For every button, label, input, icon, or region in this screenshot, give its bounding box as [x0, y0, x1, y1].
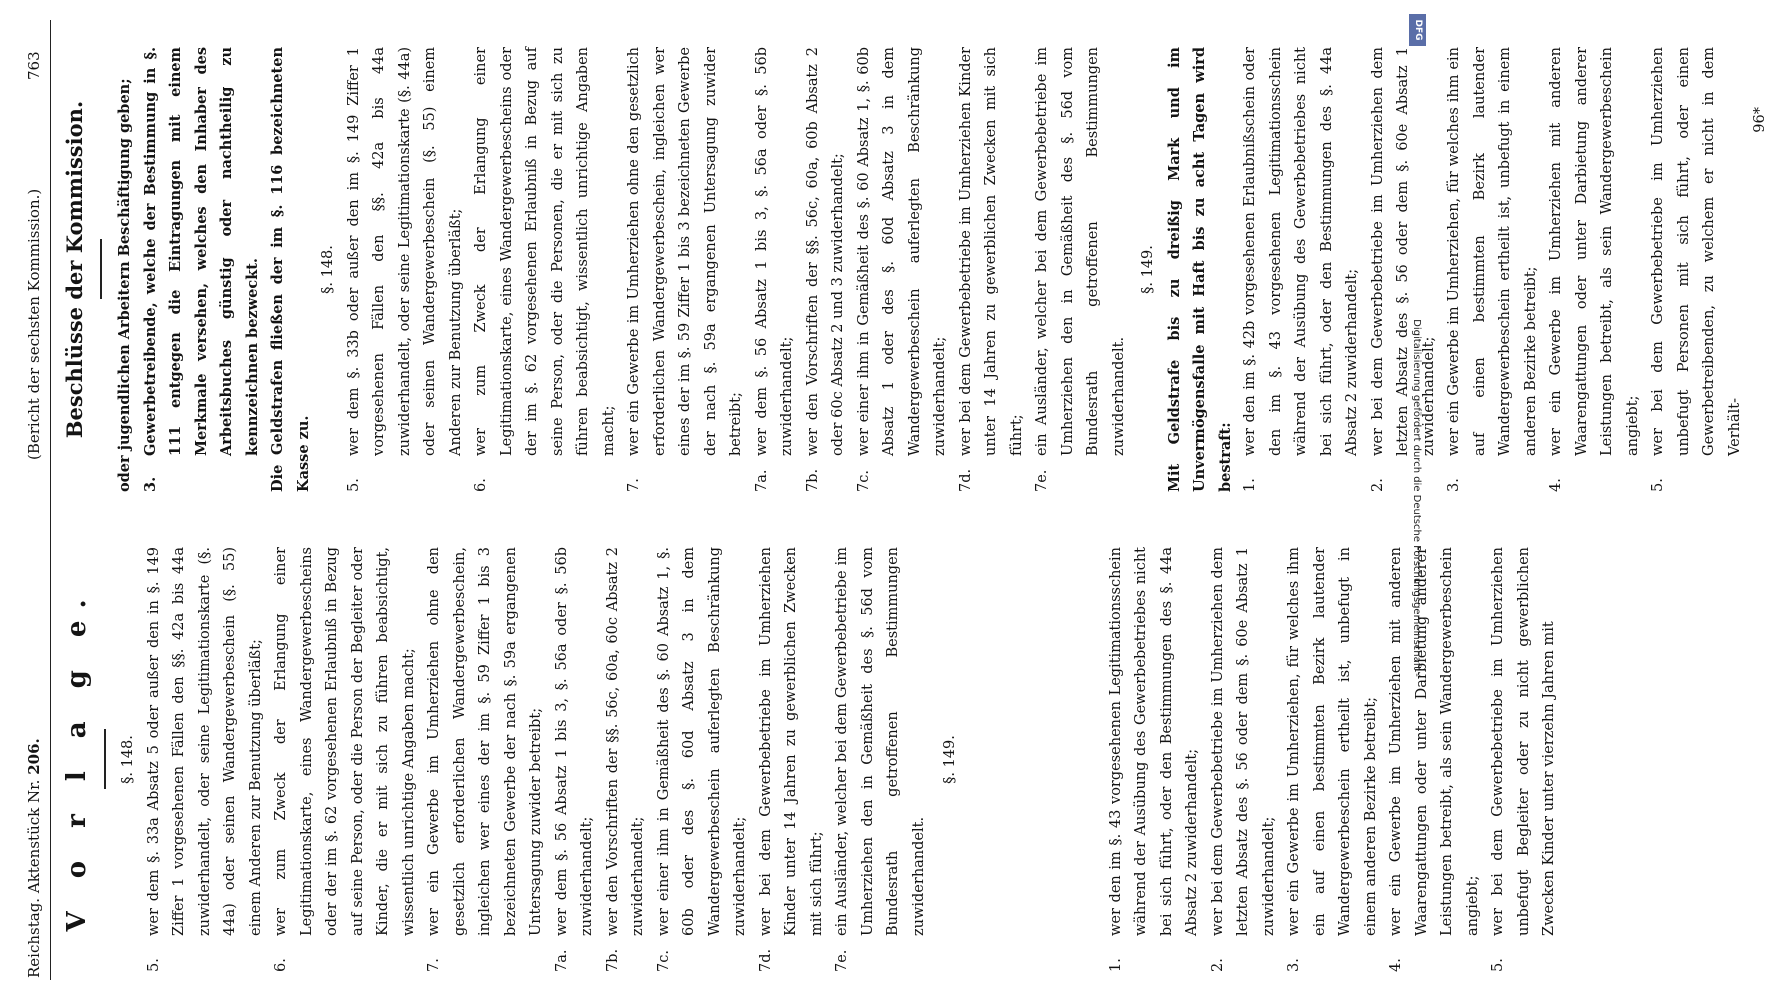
item-number: 1.: [1242, 478, 1258, 492]
left-list-148: [142, 547, 933, 972]
item-text: wer bei dem Gewerbebetriebe im Umherziehen Kinder unter 14 Jahren zu gewerblichen Zwecken mit sich führt;: [957, 47, 1025, 456]
header-reichstag: Reichstag.: [25, 897, 43, 978]
left-para-148: §. 148.: [120, 735, 136, 784]
right-list-148: [342, 47, 1133, 492]
item-number: 5.: [345, 478, 362, 492]
left-item: [830, 547, 932, 972]
right-item-149: [1238, 47, 1366, 492]
item-text: ein Ausländer, welcher bei dem Gewerbebetriebe im Umherziehen den in Gemäßheit des §. 56d vom Bundesrath getroffenen Bestimmungen zuwiderhandelt.: [1034, 47, 1127, 456]
item-text: wer den im §. 42b vorgesehenen Erlaubnißschein oder den im §. 43 vorgesehenen Legitimationsschein während der Ausübung des Gewerbebetriebes nicht bei sich führt, oder den Bestimmungen des §. 44a Absatz 2 zuwiderhandelt;: [1242, 47, 1360, 456]
item-number: 4.: [1388, 958, 1404, 972]
item-text: wer den Vorschriften der §§. 56c, 60a, 60b Absatz 2 oder 60c Absatz 2 und 3 zuwiderhandelt;: [804, 47, 846, 456]
item-number: 7a.: [553, 949, 570, 972]
item-number: 7e.: [834, 949, 850, 972]
right-item: [750, 47, 801, 492]
right-title: Beschlüsse der Kommission.: [62, 100, 87, 439]
page-number: 763: [25, 51, 43, 80]
left-item-149: [1282, 547, 1384, 972]
header-rule: [50, 20, 51, 980]
item-number: 7a.: [753, 469, 770, 492]
right-item-149: [1544, 47, 1646, 492]
item-number: 6.: [273, 958, 289, 972]
left-item-149: [1486, 547, 1563, 972]
item-text: wer einer ihm in Gemäßheit des §. 60 Absatz 1, §. 60b oder des §. 60d Absatz 3 in dem Wandergewerbeschein auferlegten Beschränkung zuwiderhandelt;: [655, 547, 748, 936]
left-list-149: [1104, 547, 1563, 972]
item-number: 7e.: [1034, 469, 1050, 492]
item-text: wer bei dem Gewerbebetriebe im Umherziehen unbefugt Personen mit sich führt, oder einen Gewerbetreibenden, zu welchem er nicht in dem Verhält-: [1650, 47, 1743, 456]
item-text: Gewerbetreibende, welche der Bestimmung in §. 111 entgegen die Eintragungen mit einem Merkmale versehen, welches den Inhaber des Arbeitsbuches günstig oder nachtheilig zu kennzeichnen bezweckt.: [141, 47, 261, 456]
left-item-149: [1104, 547, 1206, 972]
item-number: 2.: [1209, 958, 1226, 972]
right-item: [1030, 47, 1132, 492]
left-item: [601, 547, 652, 972]
item-text: wer ein Gewerbe im Umherziehen, für welches ihm ein auf einen bestimmten Bezirk lautender Wandergewerbeschein ertheilt ist, unbefugt in einem anderen Bezirke betreibt;: [1446, 47, 1539, 456]
right-item-3: [138, 47, 266, 492]
item-text: wer zum Zweck der Erlangung einer Legitimationskarte, eines Wandergewerbescheins oder der im §. 62 vorgesehenen Erlaubniß in Bezug auf seine Person, oder die Person der Begleiter oder Kinder, die er mit sich zu führen beabsichtigt, wissentlich unrichtige Angaben macht;: [273, 547, 417, 936]
right-item: [342, 47, 470, 492]
item-text: wer bei dem Gewerbebetriebe im Umherziehen Kinder unter 14 Jahren zu gewerblichen Zwecken mit sich führt;: [757, 547, 825, 936]
left-item-149: [1206, 547, 1283, 972]
item-number: 3.: [1446, 478, 1462, 492]
dfg-logo-text: DFG: [1413, 19, 1423, 41]
item-number: 1.: [1107, 958, 1124, 972]
left-item: [652, 547, 754, 972]
left-item: [142, 547, 270, 972]
right-penalty: Mit Geldstrafe bis zu dreißig Mark und im Unvermögensfalle mit Haft bis zu acht Tagen wird bestraft:: [1165, 47, 1234, 492]
digitization-credit: [1404, 8, 1428, 988]
item-number: 7d.: [957, 468, 974, 492]
right-item-149: [1442, 47, 1544, 492]
digitization-credit-text: Digitalisierung gefördert durch die Deutsche Forschungsgemeinschaft -: [1411, 319, 1422, 677]
right-intro: oder jugendlichen Arbeitern Beschäftigung geben;: [116, 78, 133, 492]
item-number: 7d.: [757, 948, 774, 972]
item-text: wer dem §. 56 Absatz 1 bis 3, §. 56a oder §. 56b zuwiderhandelt;: [553, 547, 595, 936]
right-item: [622, 47, 750, 492]
left-item: [269, 547, 422, 972]
left-title: V o r l a g e.: [62, 587, 92, 932]
right-item: [954, 47, 1031, 492]
item-number: 7b.: [604, 948, 621, 972]
right-list-149: [1238, 47, 1748, 492]
right-para-148: §. 148.: [320, 245, 336, 294]
item-number: 6.: [473, 478, 489, 492]
item-number: 5.: [1650, 478, 1666, 492]
item-text: wer ein Gewerbe im Umherziehen ohne den gesetzlich erforderlichen Wandergewerbeschein, ingleichen wer eines der im §. 59 Ziffer 1 bis 3 bezeichneten Gewerbe der nach §. 59a ergangenen Untersagung zuwider betreibt;: [626, 47, 744, 456]
item-number: 7.: [626, 478, 642, 492]
left-column: [58, 547, 1563, 972]
item-number: 2.: [1369, 478, 1386, 492]
right-list-3: [138, 47, 266, 492]
left-item: [754, 547, 831, 972]
left-item-149: [1384, 547, 1486, 972]
header-doc-label: Aktenstück Nr.: [25, 779, 43, 894]
left-item: [422, 547, 550, 972]
right-item: [469, 47, 622, 492]
item-number: 7c.: [855, 470, 872, 492]
left-para-149: §. 149.: [942, 735, 958, 784]
item-number: 5.: [1490, 958, 1506, 972]
item-number: 3.: [1286, 958, 1302, 972]
item-text: wer ein Gewerbe im Umherziehen ohne den gesetzlich erforderlichen Wandergewerbeschein, ingleichen wer eines der im §. 59 Ziffer 1 bis 3 bezeichneten Gewerbe der nach §. 59a ergangenen Untersagung zuwider betreibt;: [426, 547, 544, 936]
right-item: [852, 47, 954, 492]
dfg-logo: [1409, 14, 1426, 46]
item-text: wer dem §. 33b oder außer den im §. 149 Ziffer 1 vorgesehenen Fällen den §§. 42a bis 44a zuwiderhandelt, oder seine Legitimationskarte (§. 44a) oder seinen Wandergewerbeschein (§. 55) einem Anderen zur Benutzung überläßt;: [345, 47, 464, 456]
item-text: wer zum Zweck der Erlangung einer Legitimationskarte, eines Wandergewerbescheins oder der im §. 62 vorgesehenen Erlaubniß in Bezug auf seine Person, oder die Personen, die er mit sich zu führen beabsichtigt, wissentlich unrichtige Angaben macht;: [473, 47, 617, 456]
item-text: wer einer ihm in Gemäßheit des §. 60 Absatz 1, §. 60b Absatz 1 oder des §. 60d Absatz 3 in dem Wandergewerbeschein auferlegten Beschränkung zuwiderhandelt;: [855, 47, 948, 456]
left-item: [550, 547, 601, 972]
signature-mark: 96*: [1752, 107, 1768, 133]
right-para-149: §. 149.: [1140, 245, 1156, 294]
right-fines: Die Geldstrafen fließen der im §. 116 bezeichneten Kasse zu.: [269, 47, 312, 492]
item-text: wer den Vorschriften der §§. 56c, 60a, 60c Absatz 2 zuwiderhandelt;: [604, 547, 646, 936]
item-text: wer dem §. 56 Absatz 1 bis 3, §. 56a oder §. 56b zuwiderhandelt;: [753, 47, 795, 456]
header-doc-number: 206.: [25, 738, 43, 775]
item-text: wer bei dem Gewerbebetriebe im Umherziehen unbefugt Begleiter oder zu nicht gewerblichen Zwecken Kinder unter vierzehn Jahren mit: [1490, 547, 1557, 936]
header-left: [22, 738, 48, 978]
item-text: wer bei dem Gewerbebetriebe im Umherziehen dem letzten Absatz des §. 56 oder dem §. 60e Absatz 1 zuwiderhandelt;: [1369, 47, 1437, 456]
item-text: wer ein Gewerbe im Umherziehen mit anderen Waarengattungen oder unter Darbietung anderer Leistungen betreibt, als sein Wandergewerbeschein angiebt;: [1388, 547, 1481, 936]
right-title-rule: [100, 240, 102, 300]
item-number: 4.: [1548, 478, 1564, 492]
item-text: wer den im §. 43 vorgesehenen Legitimationsschein während der Ausübung des Gewerbebetriebes nicht bei sich führt, oder den Bestimmungen des §. 44a Absatz 2 zuwiderhandelt;: [1107, 547, 1200, 936]
item-number: 5.: [145, 958, 162, 972]
right-item: [801, 47, 852, 492]
item-text: wer dem §. 33a Absatz 5 oder außer den in §. 149 Ziffer 1 vorgesehenen Fällen den §§. 42a bis 44a zuwiderhandelt, oder seine Legitimationskarte (§. 44a) oder seinen Wandergewerbeschein (§. 55) einem Anderen zur Benutzung überläßt;: [145, 547, 264, 936]
header-center: (Bericht der sechsten Kommission.): [25, 188, 43, 460]
item-number: 3.: [141, 476, 159, 492]
item-number: 7c.: [655, 950, 672, 972]
item-number: 7b.: [804, 468, 821, 492]
right-item-149: [1646, 47, 1748, 492]
item-number: 7.: [426, 958, 442, 972]
left-title-rule: [104, 730, 106, 790]
item-text: ein Ausländer, welcher bei dem Gewerbebetriebe im Umherziehen den in Gemäßheit des §. 56d vom Bundesrath getroffenen Bestimmungen zuwiderhandelt.: [834, 547, 927, 936]
item-text: wer ein Gewerbe im Umherziehen mit anderen Waarengattungen oder unter Darbietung anderer Leistungen betreibt, als sein Wandergewerbeschein angiebt;: [1548, 47, 1641, 456]
right-column: [58, 47, 1774, 492]
item-text: wer bei dem Gewerbebetriebe im Umherziehen dem letzten Absatz des §. 56 oder dem §. 60e Absatz 1 zuwiderhandelt;: [1209, 547, 1277, 936]
item-text: wer ein Gewerbe im Umherziehen, für welches ihm ein auf einen bestimmten Bezirk lautender Wandergewerbeschein ertheilt ist, unbefugt in einem anderen Bezirke betreibt;: [1286, 547, 1379, 936]
left-blank-space: [964, 547, 1104, 972]
